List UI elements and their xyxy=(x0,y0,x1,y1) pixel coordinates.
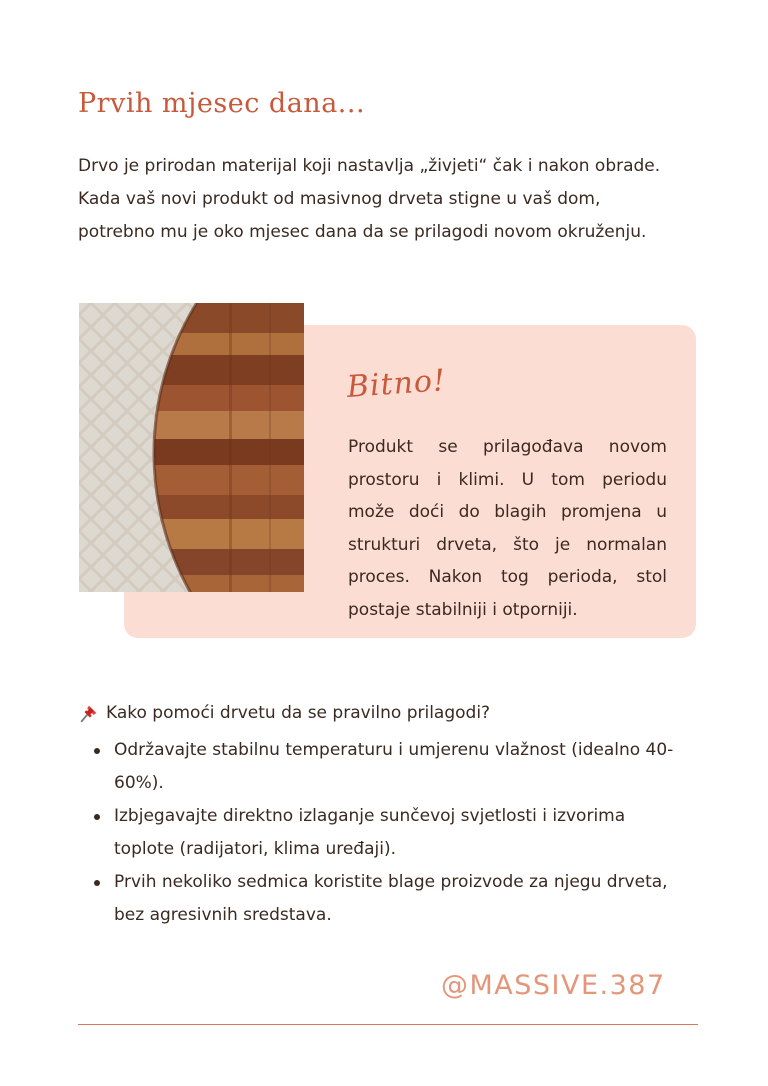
pushpin-icon xyxy=(78,702,100,724)
list-item xyxy=(90,866,720,932)
list-item xyxy=(90,734,720,800)
tips-heading xyxy=(78,702,490,724)
wooden-table-illustration xyxy=(79,303,304,592)
list-item-line: 60%). xyxy=(114,773,164,793)
callout-line: može doći do blagih promjena u xyxy=(348,502,667,522)
intro-line: potrebno mu je oko mjesec dana da se prilagodi novom okruženju. xyxy=(78,222,647,242)
callout-line: postaje stabilniji i otporniji. xyxy=(348,599,578,620)
callout-label: Bitno! xyxy=(345,363,448,405)
intro-line: Drvo je prirodan materijal koji nastavlja „živjeti“ čak i nakon obrade. xyxy=(78,156,661,176)
footer-divider xyxy=(78,1024,698,1025)
callout-text xyxy=(348,431,667,626)
list-item-line: toplote (radijatori, klima uređaji). xyxy=(114,839,397,859)
list-item-line: Izbjegavajte direktno izlaganje sunčevoj svjetlosti i izvorima xyxy=(114,806,626,826)
callout-line: strukturi drveta, što je normalan xyxy=(348,534,667,555)
page-title: Prvih mjesec dana... xyxy=(78,88,366,119)
list-item-line: Održavajte stabilnu temperaturu i umjerenu vlažnost (idealno 40- xyxy=(114,740,674,760)
list-item-line: bez agresivnih sredstava. xyxy=(114,905,332,925)
tips-heading-text: Kako pomoći drvetu da se pravilno prilagodi? xyxy=(106,703,491,723)
bullet-icon xyxy=(94,880,100,886)
wooden-table-photo xyxy=(79,303,304,592)
social-handle: @MASSIVE.387 xyxy=(441,970,666,1001)
intro-paragraph xyxy=(78,150,728,249)
callout-line: Produkt se prilagođava novom xyxy=(348,437,667,457)
callout-line: prostoru i klimi. U tom periodu xyxy=(348,469,667,490)
list-item xyxy=(90,800,720,866)
tips-list xyxy=(90,734,720,932)
intro-line: Kada vaš novi produkt od masivnog drveta stigne u vaš dom, xyxy=(78,189,601,209)
callout-line: proces. Nakon tog perioda, stol xyxy=(348,567,667,587)
list-item-line: Prvih nekoliko sedmica koristite blage proizvode za njegu drveta, xyxy=(114,872,668,892)
bullet-icon xyxy=(94,748,100,754)
bullet-icon xyxy=(94,814,100,820)
